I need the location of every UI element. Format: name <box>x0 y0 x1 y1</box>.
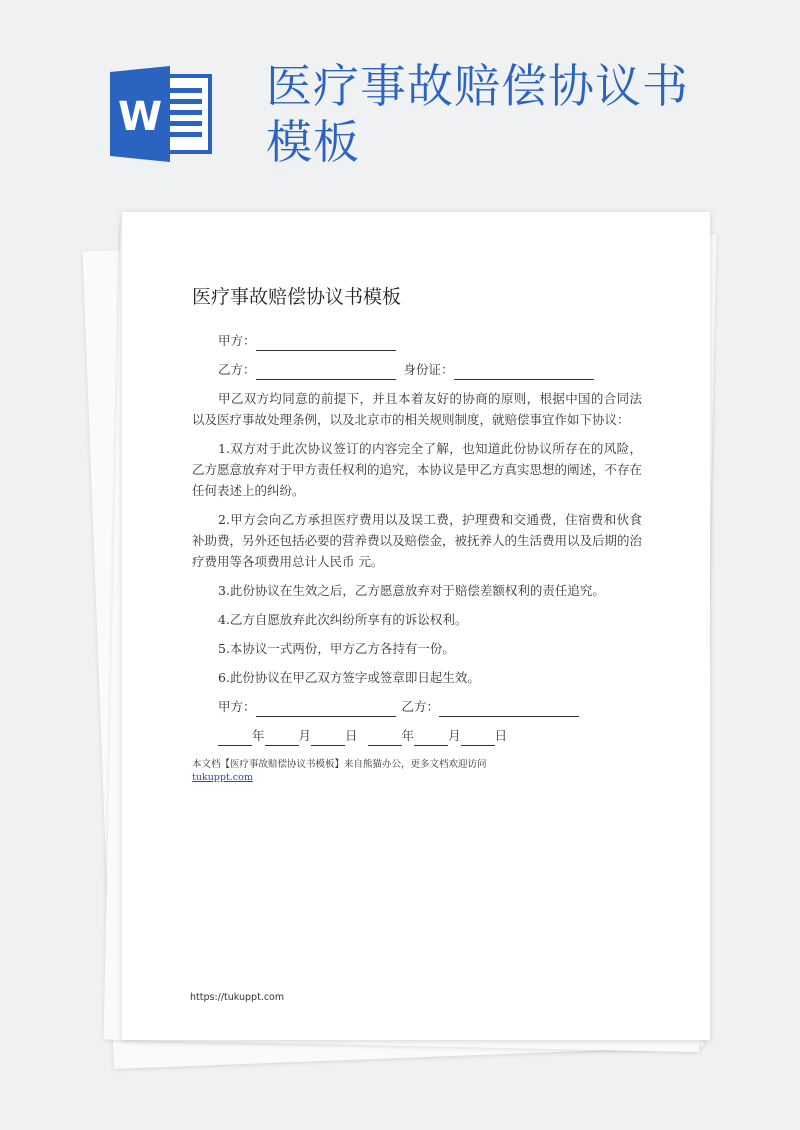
sign-a-label: 甲方： <box>218 699 256 714</box>
clause-6: 6.此份协议在甲乙双方签字或签章即日起生效。 <box>218 670 480 685</box>
source-note <box>192 758 487 784</box>
date-blank <box>265 730 299 746</box>
party-a-blank <box>256 335 396 351</box>
signature-row <box>192 696 642 717</box>
banner-title: 医疗事故赔偿协议书模板 <box>266 59 689 169</box>
id-label: 身份证： <box>403 362 454 377</box>
date-month-label: 月 <box>448 728 461 743</box>
sign-a-blank <box>256 701 396 717</box>
sign-b-label: 乙方： <box>401 699 440 714</box>
date-blank <box>368 730 402 746</box>
clause-1: 1.双方对于此次协议签订的内容完全了解，也知道此份协议所存在的风险，乙方愿意放弃对于甲方责任权利的追究，本协议是甲乙方真实思想的阐述，不存在任何表述上的纠纷。 <box>192 441 643 498</box>
source-note-text: 本文档【医疗事故赔偿协议书模板】来自熊猫办公，更多文档欢迎访问 <box>192 759 487 770</box>
intro-paragraph: 甲乙双方均同意的前提下，并且本着友好的协商的原则，根据中国的合同法以及医疗事故处理条例，以及北京市的相关规则制度，就赔偿事宜作如下协议： <box>192 391 642 427</box>
document-page <box>122 212 710 1040</box>
party-a-label: 甲方： <box>218 333 256 348</box>
party-a-row <box>192 330 642 351</box>
party-b-blank <box>256 364 396 380</box>
party-b-label: 乙方： <box>218 362 256 377</box>
footer-url: https://tukuppt.com <box>190 992 285 1003</box>
date-blank <box>461 730 495 746</box>
document-body <box>192 330 642 746</box>
clause-5: 5.本协议一式两份，甲方乙方各持有一份。 <box>218 641 455 656</box>
date-month-label: 月 <box>298 728 312 743</box>
source-link[interactable]: tukuppt.com <box>192 772 253 783</box>
date-blank <box>414 730 448 746</box>
date-blank <box>311 730 345 746</box>
word-logo-icon <box>110 66 214 162</box>
sign-b-blank <box>439 701 579 717</box>
id-blank <box>454 364 594 380</box>
date-day-label: 日 <box>494 728 508 743</box>
word-logo-letter: W <box>117 94 163 140</box>
date-day-label: 日 <box>345 728 358 743</box>
party-b-row <box>192 359 642 380</box>
date-year-label: 年 <box>252 728 265 743</box>
date-blank <box>218 730 252 746</box>
document-title: 医疗事故赔偿协议书模板 <box>192 286 402 308</box>
clause-3: 3.此份协议在生效之后，乙方愿意放弃对于赔偿差额权利的责任追究。 <box>218 583 605 598</box>
date-row <box>192 725 642 746</box>
clause-2: 2.甲方会向乙方承担医疗费用以及误工费，护理费和交通费，住宿费和伙食补助费，另外还包括必要的营养费以及赔偿金，被抚养人的生活费用以及后期的治疗费用等各项费用总计人民币 元。 <box>192 512 643 569</box>
clause-4: 4.乙方自愿放弃此次纠纷所享有的诉讼权利。 <box>218 612 468 627</box>
date-year-label: 年 <box>401 728 415 743</box>
